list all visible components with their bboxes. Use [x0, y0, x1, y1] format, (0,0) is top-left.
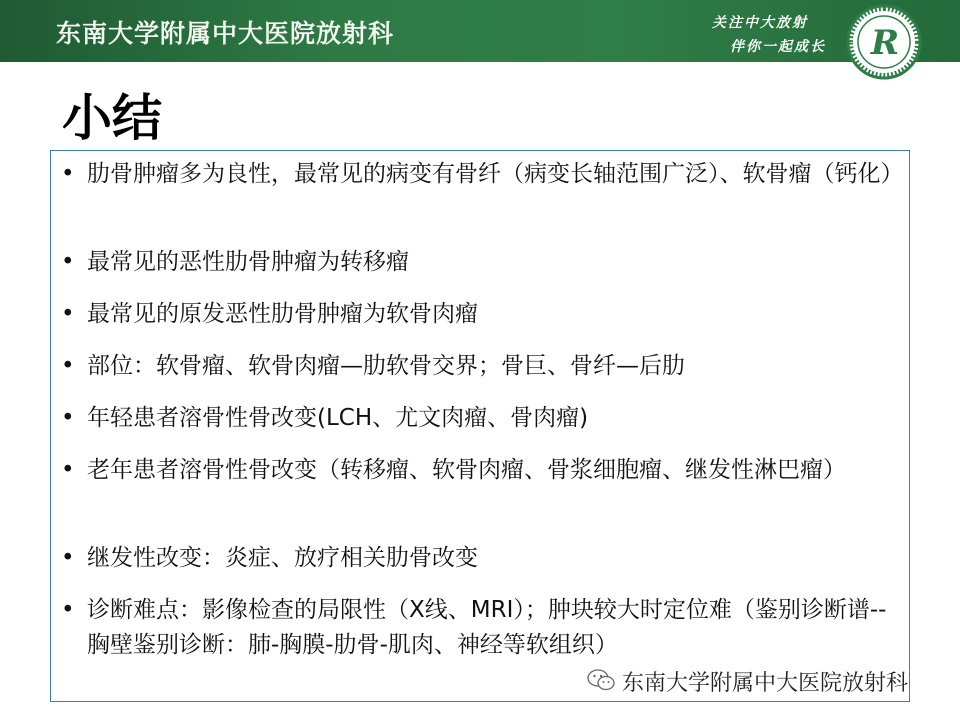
watermark-text: 东南大学附属中大医院放射科 [622, 671, 909, 696]
bullet-item-3 [61, 297, 899, 332]
institution-name: 东南大学附属中大医院放射科 [56, 19, 395, 48]
bullet-text: 诊断难点：影像检查的局限性（X线、MRI）；肿块较大时定位难（鉴别诊断谱--胸壁鉴别诊断：肺-胸膜-肋骨-肌肉、神经等软组织） [87, 597, 887, 658]
bullet-text: 继发性改变：炎症、放疗相关肋骨改变 [87, 545, 478, 571]
bullet-mark: • [61, 353, 75, 379]
bullet-item-1 [61, 157, 904, 192]
slogan-line-2: 伴你一起成长 [730, 39, 826, 55]
bullet-mark: • [61, 249, 75, 275]
bullet-mark: • [61, 597, 75, 623]
bullet-mark: • [61, 545, 75, 571]
summary-box [50, 150, 910, 702]
bullet-mark: • [61, 161, 75, 187]
bullet-text: 部位：软骨瘤、软骨肉瘤—肋软骨交界；骨巨、骨纤—后肋 [87, 353, 685, 379]
bullet-item-6 [61, 453, 899, 488]
header-banner [0, 0, 960, 62]
bullet-text: 最常见的原发恶性肋骨肿瘤为软骨肉瘤 [87, 301, 478, 327]
wechat-icon [586, 668, 616, 692]
bullet-item-2 [61, 245, 899, 280]
bullet-text: 老年患者溶骨性骨改变（转移瘤、软骨肉瘤、骨浆细胞瘤、继发性淋巴瘤） [87, 457, 846, 483]
slide-title: 小结 [62, 89, 162, 147]
bullet-text: 年轻患者溶骨性骨改变(LCH、尤文肉瘤、骨肉瘤) [87, 405, 589, 431]
bullet-item-4 [61, 349, 899, 384]
department-logo [846, 4, 922, 80]
logo-letter: R [870, 23, 900, 63]
bullet-text: 最常见的恶性肋骨肿瘤为转移瘤 [87, 249, 409, 275]
bullet-mark: • [61, 457, 75, 483]
bullet-mark: • [61, 301, 75, 327]
bullet-mark: • [61, 405, 75, 431]
bullet-item-8 [61, 593, 899, 663]
slogan-line-1: 关注中大放射 [712, 15, 808, 31]
bullet-item-7 [61, 541, 899, 576]
bullet-item-5 [61, 401, 899, 436]
bullet-text: 肋骨肿瘤多为良性，最常见的病变有骨纤（病变长轴范围广泛）、软骨瘤（钙化） [87, 161, 904, 187]
